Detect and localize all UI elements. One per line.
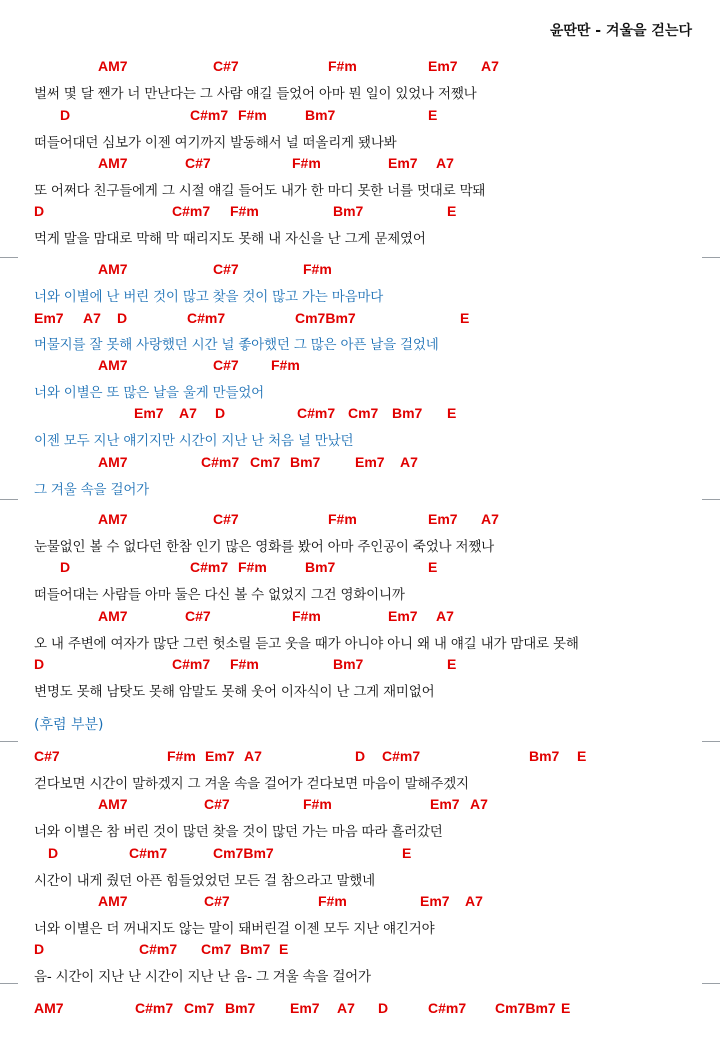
lyric-line — [0, 381, 720, 403]
chord: Em7 — [134, 405, 164, 421]
chord: A7 — [481, 58, 499, 74]
chord: D — [34, 941, 45, 957]
chord: C#7 — [34, 748, 60, 764]
chord: Em7 — [430, 796, 460, 812]
chord: E — [279, 941, 289, 957]
chord: AM7 — [98, 893, 128, 909]
chord: D — [34, 203, 45, 219]
chord: C#m7 — [201, 454, 240, 470]
chord: D — [117, 310, 128, 326]
lyric-text: 너와 이별은 참 버린 것이 많던 찾을 것이 많던 가는 마음 따라 흘러갔던 — [34, 824, 443, 840]
chord: Cm7 — [201, 941, 232, 957]
lyric-line — [0, 772, 720, 794]
chord-line — [0, 656, 720, 678]
chord: E — [460, 310, 470, 326]
chord: Em7 — [428, 58, 458, 74]
chord: C#7 — [213, 261, 239, 277]
lyric-text: 떠들어대는 사람들 아마 둘은 다신 볼 수 없었지 그건 영화이니까 — [34, 587, 405, 603]
chord: C#m7 — [135, 1000, 174, 1016]
lyric-text: 머물지를 잘 못해 사랑했던 시간 널 좋아했던 그 많은 아픈 날을 걸었네 — [34, 337, 439, 353]
chord: D — [60, 107, 71, 123]
chord-line — [0, 155, 720, 177]
margin-tick — [702, 983, 720, 984]
lyric-text: 눈물없인 볼 수 없다던 한참 인기 많은 영화를 봤어 아마 주인공이 죽었나 저쨌나 — [34, 539, 495, 555]
chord: F#m — [238, 107, 267, 123]
chord: AM7 — [98, 58, 128, 74]
chord: Bm7 — [392, 405, 423, 421]
lyric-text: 오 내 주변에 여자가 많단 그런 헛소릴 듣고 웃을 때가 아니야 아니 왜 내 얘길 내가 맘대로 못해 — [34, 636, 579, 652]
chord: Bm7 — [240, 941, 271, 957]
chord: F#m — [271, 357, 300, 373]
chord: C#7 — [213, 511, 239, 527]
chord: AM7 — [98, 261, 128, 277]
lyric-text: 걷다보면 시간이 말하겠지 그 겨울 속을 걸어가 걷다보면 마음이 말해주겠지 — [34, 776, 469, 792]
section-label: (후렴 부분) — [34, 717, 104, 733]
chord: C#7 — [213, 357, 239, 373]
chord-line — [0, 511, 720, 533]
chord: F#m — [230, 656, 259, 672]
chord-line — [0, 748, 720, 770]
chord: A7 — [481, 511, 499, 527]
chord: C#m7 — [190, 107, 229, 123]
chord: D — [48, 845, 59, 861]
chord: Bm7 — [290, 454, 321, 470]
chord-line — [0, 1000, 720, 1022]
chord: Em7 — [420, 893, 450, 909]
chord: C#7 — [185, 608, 211, 624]
chord: Em7 — [388, 155, 418, 171]
chord: Bm7 — [305, 559, 336, 575]
chord: D — [378, 1000, 389, 1016]
chord: A7 — [400, 454, 418, 470]
lyric-line — [0, 227, 720, 249]
chord: F#m — [328, 511, 357, 527]
chord: C#m7 — [139, 941, 178, 957]
chord: Cm7 — [348, 405, 379, 421]
chord: E — [561, 1000, 571, 1016]
lyric-line — [0, 535, 720, 557]
chord-line — [0, 845, 720, 867]
margin-tick — [702, 257, 720, 258]
lyric-line — [0, 131, 720, 153]
chord: C#7 — [213, 58, 239, 74]
chord: Cm7Bm7 — [213, 845, 274, 861]
chord: Cm7Bm7 — [495, 1000, 556, 1016]
chord: Cm7 — [184, 1000, 215, 1016]
chord: C#m7 — [129, 845, 168, 861]
lyric-text: 먹게 말을 맘대로 막해 막 때리지도 못해 내 자신을 난 그게 문제였어 — [34, 231, 426, 247]
chord: E — [577, 748, 587, 764]
lyric-text: 벌써 몇 달 짼가 너 만난다는 그 사람 얘길 들었어 아마 뭔 일이 있었나 저쨌나 — [34, 86, 477, 102]
chord-line — [0, 107, 720, 129]
chord: F#m — [238, 559, 267, 575]
chord: Em7 — [290, 1000, 320, 1016]
chord: Em7 — [355, 454, 385, 470]
chord: F#m — [230, 203, 259, 219]
chord: D — [60, 559, 71, 575]
chord: A7 — [244, 748, 262, 764]
chord: AM7 — [98, 357, 128, 373]
margin-tick — [702, 741, 720, 742]
lyric-line — [0, 429, 720, 451]
lyric-line — [0, 820, 720, 842]
chord: Em7 — [388, 608, 418, 624]
chord: F#m — [318, 893, 347, 909]
lyric-text: 너와 이별에 난 버린 것이 많고 찾을 것이 많고 가는 마음마다 — [34, 289, 384, 305]
chord: A7 — [83, 310, 101, 326]
chord: F#m — [303, 261, 332, 277]
chord-line — [0, 941, 720, 963]
chord: F#m — [167, 748, 196, 764]
chord-line — [0, 58, 720, 80]
chord: F#m — [292, 155, 321, 171]
margin-tick — [0, 983, 18, 984]
lyric-line — [0, 82, 720, 104]
chord: D — [34, 656, 45, 672]
lyric-text: 변명도 못해 남탓도 못해 암말도 못해 웃어 이자식이 난 그게 재미없어 — [34, 684, 435, 700]
lyric-line — [0, 333, 720, 355]
chord: C#m7 — [187, 310, 226, 326]
chord: A7 — [436, 155, 454, 171]
lyric-line — [0, 478, 720, 500]
chord: AM7 — [98, 454, 128, 470]
chord: Cm7 — [250, 454, 281, 470]
lyric-text: 시간이 내게 줬던 아픈 힘들었었던 모든 걸 참으라고 말했네 — [34, 873, 375, 889]
chord: Cm7Bm7 — [295, 310, 356, 326]
chord: AM7 — [98, 155, 128, 171]
chord: Em7 — [34, 310, 64, 326]
margin-tick — [702, 499, 720, 500]
chord: A7 — [465, 893, 483, 909]
lyric-line — [0, 680, 720, 702]
chord: AM7 — [98, 608, 128, 624]
chord: D — [215, 405, 226, 421]
lyric-line — [0, 179, 720, 201]
margin-tick — [0, 741, 18, 742]
chord: C#m7 — [428, 1000, 467, 1016]
lyric-text: 또 어쩌다 친구들에게 그 시절 얘길 들어도 내가 한 마디 못한 너를 멋대로 막돼 — [34, 183, 486, 199]
chord: D — [355, 748, 366, 764]
chord: E — [447, 405, 457, 421]
chord: E — [402, 845, 412, 861]
margin-tick — [0, 257, 18, 258]
chord: C#m7 — [172, 656, 211, 672]
chord: C#m7 — [190, 559, 229, 575]
lyric-line — [0, 285, 720, 307]
lyric-text: 음- 시간이 지난 난 시간이 지난 난 음- 그 겨울 속을 걸어가 — [34, 969, 371, 985]
lyric-line — [0, 583, 720, 605]
chord: Bm7 — [529, 748, 560, 764]
lyric-text: 그 겨울 속을 걸어가 — [34, 482, 150, 498]
lyric-line — [0, 632, 720, 654]
chord-line — [0, 405, 720, 427]
chord-line — [0, 454, 720, 476]
chord-line — [0, 261, 720, 283]
lyric-line — [0, 965, 720, 987]
chord: C#m7 — [297, 405, 336, 421]
chord: AM7 — [98, 511, 128, 527]
chord: C#m7 — [382, 748, 421, 764]
chord-line — [0, 608, 720, 630]
chord: AM7 — [98, 796, 128, 812]
chord: A7 — [436, 608, 454, 624]
lyric-text: 너와 이별은 또 많은 날을 울게 만들었어 — [34, 385, 265, 401]
lyric-text: 너와 이별은 더 꺼내지도 않는 말이 돼버린걸 이젠 모두 지난 얘긴거야 — [34, 921, 435, 937]
chord: AM7 — [34, 1000, 64, 1016]
lyric-line — [0, 869, 720, 891]
chord-line — [0, 796, 720, 818]
chord: Bm7 — [333, 203, 364, 219]
chord-line — [0, 893, 720, 915]
chord-line — [0, 203, 720, 225]
chord: C#7 — [185, 155, 211, 171]
chord: Em7 — [205, 748, 235, 764]
chord: A7 — [337, 1000, 355, 1016]
lyric-text: 이젠 모두 지난 얘기지만 시간이 지난 난 처음 널 만났던 — [34, 433, 354, 449]
chord-line — [0, 310, 720, 332]
chord-line — [0, 559, 720, 581]
lyric-line — [0, 917, 720, 939]
chord: C#m7 — [172, 203, 211, 219]
chord-line — [0, 357, 720, 379]
chord: F#m — [328, 58, 357, 74]
chord: C#7 — [204, 796, 230, 812]
chord: E — [428, 107, 438, 123]
chord: Bm7 — [333, 656, 364, 672]
chord: F#m — [292, 608, 321, 624]
chord: A7 — [179, 405, 197, 421]
chord: E — [447, 203, 457, 219]
chord: C#7 — [204, 893, 230, 909]
chord: Em7 — [428, 511, 458, 527]
chord: F#m — [303, 796, 332, 812]
chord: E — [447, 656, 457, 672]
chord: Bm7 — [305, 107, 336, 123]
chord: Bm7 — [225, 1000, 256, 1016]
lyric-text: 떠들어대던 심보가 이젠 여기까지 발동해서 널 떠올리게 됐나봐 — [34, 135, 397, 151]
margin-tick — [0, 499, 18, 500]
song-title: 윤딴딴 - 겨울을 걷는다 — [549, 23, 692, 39]
chord: E — [428, 559, 438, 575]
chord: A7 — [470, 796, 488, 812]
